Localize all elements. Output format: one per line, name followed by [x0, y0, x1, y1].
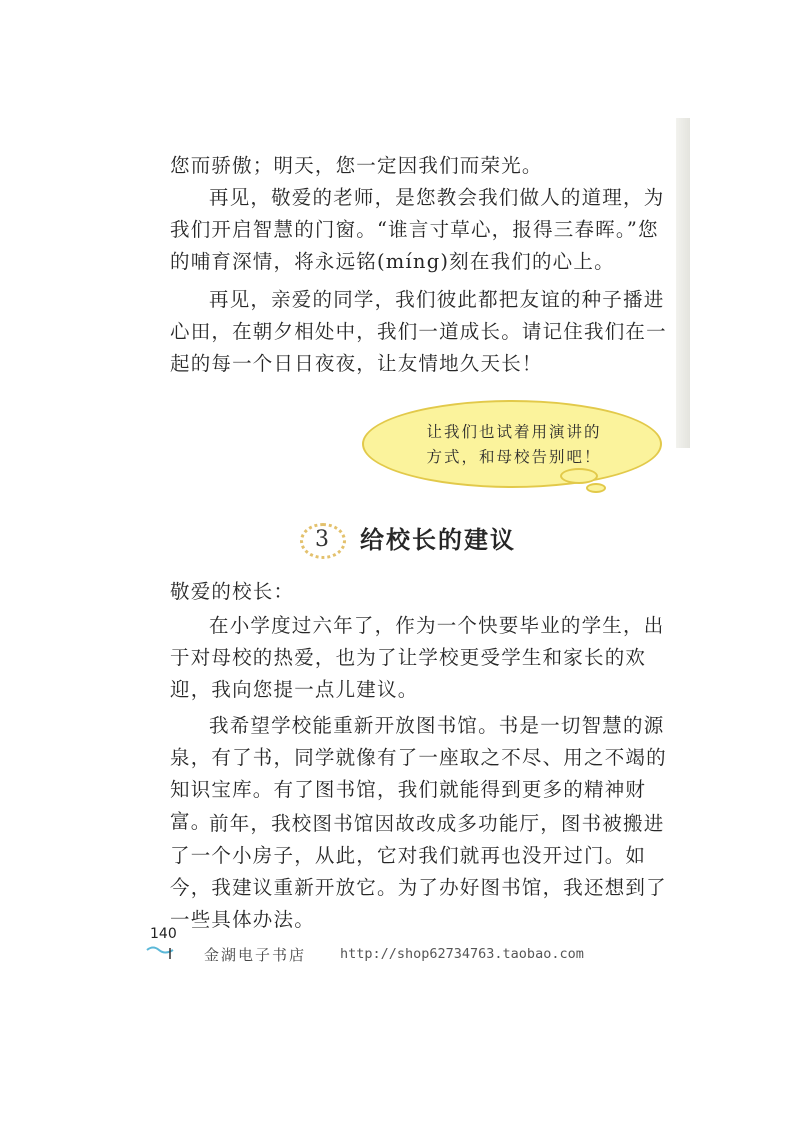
footer-url: http://shop62734763.taobao.com: [340, 946, 584, 962]
letter-paragraph: 在小学度过六年了，作为一个快要毕业的学生，出于对母校的热爱，也为了让学校更受学生和家长的欢迎，我向您提一点儿建议。: [170, 614, 665, 701]
section-title: 给校长的建议: [360, 525, 516, 554]
section-number: 3: [315, 527, 329, 552]
paragraph-farewell-classmates: 再见，亲爱的同学，我们彼此都把友谊的种子播进心田，在朝夕相处中，我们一道成长。请记住我们在一起的每一个日日夜夜，让友情地久天长！: [170, 288, 667, 375]
speech-bubble-tail: [560, 468, 598, 484]
letter-paragraph: 我希望学校能重新开放图书馆。书是一切智慧的源泉，有了书，同学就像有了一座取之不尽、用之不竭的知识宝库。有了图书馆，我们就能得到更多的精神财富。: [170, 714, 667, 833]
letter-paragraph: 前年，我校图书馆因故改成多功能厅，图书被搬进了一个小房子，从此，它对我们就再也没开过门。如今，我建议重新开放它。为了办好图书馆，我还想到了一些具体办法。: [170, 812, 667, 931]
bubble-line-1: 让我们也试着用演讲的: [426, 423, 602, 441]
footer-store-name: 金湖电子书店: [204, 946, 307, 964]
page-edge-shadow: [676, 118, 690, 448]
letter-salutation: 敬爱的校长：: [170, 580, 295, 603]
speech-bubble-text: [384, 420, 644, 470]
speech-bubble-tail-small: [586, 483, 606, 493]
bubble-line-2: 方式，和母校告别吧！: [426, 448, 602, 466]
paragraph-farewell-teacher: 再见，敬爱的老师，是您教会我们做人的道理，为我们开启智慧的门窗。“谁言寸草心，报得三春晖。”您的哺育深情，将永远铭(míng)刻在我们的心上。: [170, 186, 665, 273]
page-number: 140: [150, 926, 177, 942]
wave-decoration-icon: [146, 944, 174, 960]
paragraph-continuation: 您而骄傲；明天，您一定因我们而荣光。: [170, 154, 543, 177]
